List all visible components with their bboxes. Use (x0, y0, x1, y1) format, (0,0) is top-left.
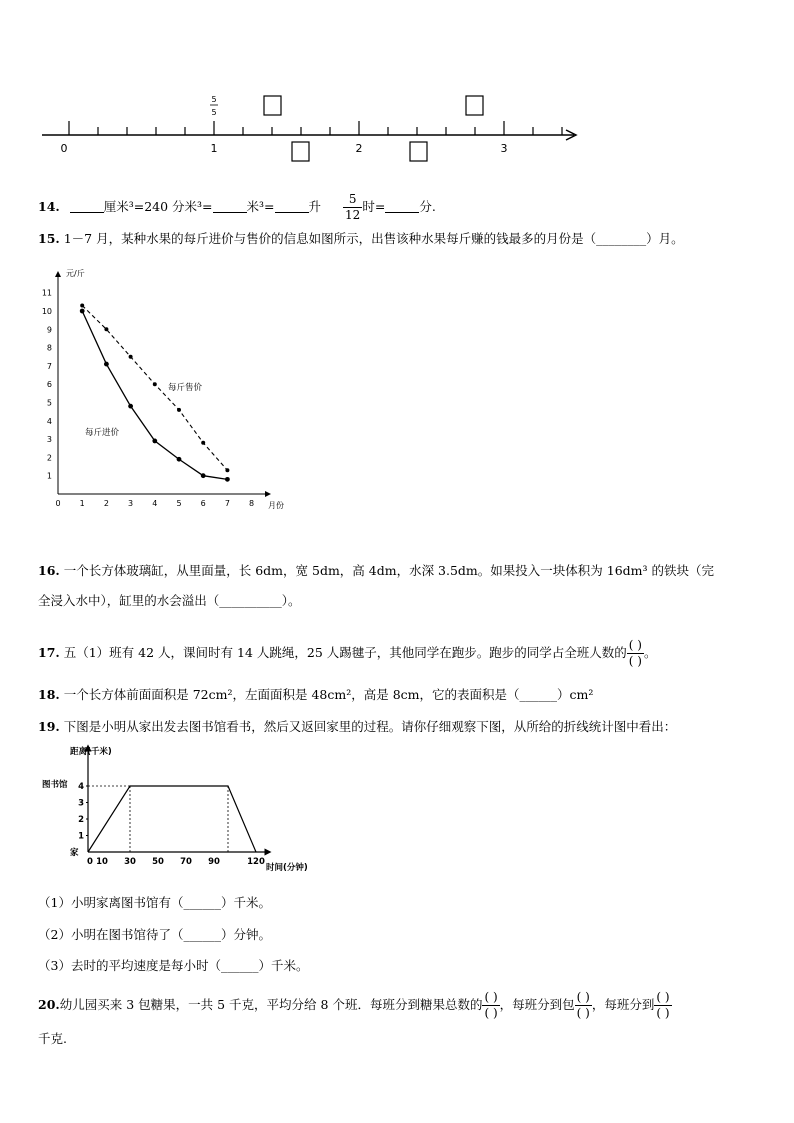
distance-time-chart (40, 742, 330, 882)
sell-point (201, 441, 205, 445)
buy-point (128, 404, 133, 409)
x-tick-label: 70 (180, 857, 192, 867)
sell-price-label: 每斤售价 (168, 383, 203, 393)
q20-fraction-blank-3[interactable]: $\frac{( )}{( )}$ (656, 990, 670, 1020)
library-label: 图书馆 (42, 780, 68, 790)
q16-text-2: 全浸入水中），缸里的水会溢出（ (38, 593, 220, 608)
q19-sub1-text: （1）小明家离图书馆有（ (38, 895, 184, 910)
x-tick-label: 6 (200, 499, 206, 508)
question-16-line2 (38, 592, 301, 610)
y-tick-label: 8 (46, 343, 52, 353)
nl-label-2: 2 (355, 142, 363, 155)
q15-text: 1－7 月，某种水果的每斤进价与售价的信息如图所示，出售该种水果每斤赚的钱最多的月份是（ (63, 231, 597, 246)
q18-end: ）cm² (557, 687, 594, 702)
y-tick-label: 4 (78, 782, 84, 792)
nl-label-0: 0 (60, 142, 68, 155)
q20-text-d: 千克. (38, 1031, 67, 1046)
answer-box[interactable] (264, 96, 281, 115)
q14-text-1: 厘米³=240 分米³= (103, 199, 213, 214)
q14-text-2: 米³= (246, 199, 275, 214)
x-tick-label: 120 (247, 857, 265, 867)
answer-blank[interactable] (275, 198, 309, 213)
sell-point (129, 355, 133, 359)
y-tick-label: 3 (46, 435, 52, 445)
x-tick-label: 3 (128, 499, 134, 508)
question-14 (38, 192, 436, 223)
q14-text-5: 分. (419, 199, 436, 214)
x-tick-label: 0 (87, 857, 93, 867)
q17-text: 五（1）班有 42 人，课间时有 14 人跳绳，25 人踢毽子，其他同学在跑步。跑步的同学占全班人数的 (63, 645, 627, 660)
q20-text-c: ，每班分到 (591, 997, 655, 1012)
y-tick-label: 2 (78, 815, 84, 825)
y-tick-label: 7 (46, 361, 52, 371)
y-tick-label: 10 (41, 307, 52, 316)
answer-blank[interactable] (70, 198, 104, 213)
y-tick-label: 3 (78, 798, 84, 809)
buy-point (152, 439, 157, 444)
q16-text-1: 一个长方体玻璃缸，从里面量，长 6dm，宽 5dm，高 4dm，水深 3.5dm。如果投入一块体积为 16dm³ 的铁块（完 (63, 563, 715, 578)
question-number: 19. (38, 719, 60, 734)
buy-point (104, 362, 109, 367)
fraction-top-den: 5 (211, 108, 217, 117)
q20-fraction-blank-2[interactable]: $\frac{( )}{( )}$ (576, 990, 590, 1020)
nl-label-1: 1 (210, 142, 218, 155)
q14-text-3: 升 (308, 199, 322, 214)
y-tick-label: 1 (46, 471, 52, 481)
q17-fraction-blank[interactable]: $\frac{( )}{( )}$ (628, 638, 642, 668)
price-line-chart (40, 260, 300, 520)
answer-blank[interactable]: ______ (183, 895, 221, 910)
q19-text: 下图是小明从家出发去图书馆看书，然后又返回家里的过程。请你仔细观察下图，从所给的折线统计图中看出： (63, 719, 677, 734)
x-tick-label: 5 (176, 499, 182, 508)
sell-price-line (82, 306, 227, 471)
x-axis-label: 时间(分钟) (266, 863, 308, 873)
q19-sub1-end: ）千米。 (220, 895, 271, 910)
question-19 (38, 718, 676, 736)
buy-point (225, 477, 230, 482)
answer-blank[interactable]: ________ (596, 231, 647, 246)
buy-price-label: 每斤进价 (85, 428, 120, 438)
q18-text: 一个长方体前面面积是 72cm²，左面面积是 48cm²，高是 8cm，它的表面积是（ (63, 687, 520, 702)
q14-text-4: 时= (362, 199, 386, 214)
question-number: 20. (38, 997, 60, 1012)
question-18 (38, 686, 593, 704)
question-number: 15. (38, 231, 60, 246)
answer-blank[interactable]: __________ (219, 593, 282, 608)
question-19-2 (38, 926, 271, 944)
x-tick-label: 30 (124, 857, 136, 867)
question-number: 14. (38, 199, 60, 214)
question-20 (38, 990, 672, 1021)
home-label: 家 (70, 848, 79, 858)
x-tick-label: 0 (55, 499, 61, 508)
sell-point (177, 408, 181, 412)
x-tick-label: 90 (208, 857, 220, 867)
x-tick-label: 50 (152, 857, 164, 867)
q20-text-a: 幼儿园买来 3 包糖果，一共 5 千克，平均分给 8 个班．每班分到糖果总数的 (59, 997, 483, 1012)
x-tick-label: 1 (79, 499, 85, 508)
buy-point (80, 309, 85, 314)
x-axis-label: 月份 (268, 501, 284, 510)
question-number: 17. (38, 645, 60, 660)
x-tick-label: 8 (249, 499, 255, 508)
question-17 (38, 638, 656, 669)
buy-point (177, 457, 182, 462)
sell-point (80, 304, 84, 308)
q19-sub2-text: （2）小明在图书馆待了（ (38, 927, 184, 942)
answer-blank[interactable] (213, 198, 247, 213)
question-19-1 (38, 894, 271, 912)
question-15 (38, 230, 684, 248)
y-axis-label: 距离(千米) (70, 747, 112, 757)
question-16 (38, 562, 714, 580)
distance-line (88, 786, 256, 852)
y-tick-label: 2 (46, 453, 52, 463)
question-number: 16. (38, 563, 60, 578)
question-20-line2 (38, 1030, 67, 1048)
y-tick-label: 6 (46, 380, 52, 390)
q17-end: 。 (643, 645, 657, 660)
q19-sub2-end: ）分钟。 (220, 927, 271, 942)
question-19-3 (38, 957, 308, 975)
fraction-top-num: 5 (211, 95, 217, 104)
sell-point (225, 468, 229, 472)
y-tick-label: 4 (46, 416, 52, 426)
buy-price-line (82, 311, 227, 479)
answer-box[interactable] (410, 142, 427, 161)
x-tick-label: 10 (96, 857, 108, 867)
y-tick-label: 5 (46, 398, 52, 408)
y-tick-label: 11 (41, 288, 52, 298)
q20-text-b: ，每班分到包 (499, 997, 575, 1012)
q15-end: ）月。 (646, 231, 684, 246)
q14-fraction: $\frac{5}{12}$ (345, 192, 361, 222)
buy-point (201, 473, 206, 478)
answer-blank[interactable]: ______ (220, 958, 259, 973)
answer-blank[interactable]: ______ (519, 687, 558, 702)
q19-sub3-text: （3）去时的平均速度是每小时（ (38, 958, 221, 973)
question-number: 18. (38, 687, 60, 702)
x-tick-label: 4 (152, 499, 158, 508)
answer-box[interactable] (292, 142, 309, 161)
y-tick-label: 1 (78, 831, 84, 842)
y-tick-label: 9 (46, 325, 52, 335)
answer-blank[interactable] (385, 198, 419, 213)
q19-sub3-end: ）千米。 (258, 958, 309, 973)
q20-fraction-blank-1[interactable]: $\frac{( )}{( )}$ (484, 990, 498, 1020)
number-line (0, 88, 794, 168)
answer-blank[interactable]: ______ (183, 927, 221, 942)
x-tick-label: 7 (224, 499, 230, 508)
x-tick-label: 2 (103, 499, 109, 508)
q16-text-3: ）。 (281, 593, 301, 608)
sell-point (104, 327, 108, 331)
sell-point (153, 382, 157, 386)
answer-box[interactable] (466, 96, 483, 115)
nl-label-3: 3 (500, 142, 508, 155)
number-line-ticks (69, 121, 562, 135)
y-axis-label: 元/斤 (66, 269, 85, 278)
